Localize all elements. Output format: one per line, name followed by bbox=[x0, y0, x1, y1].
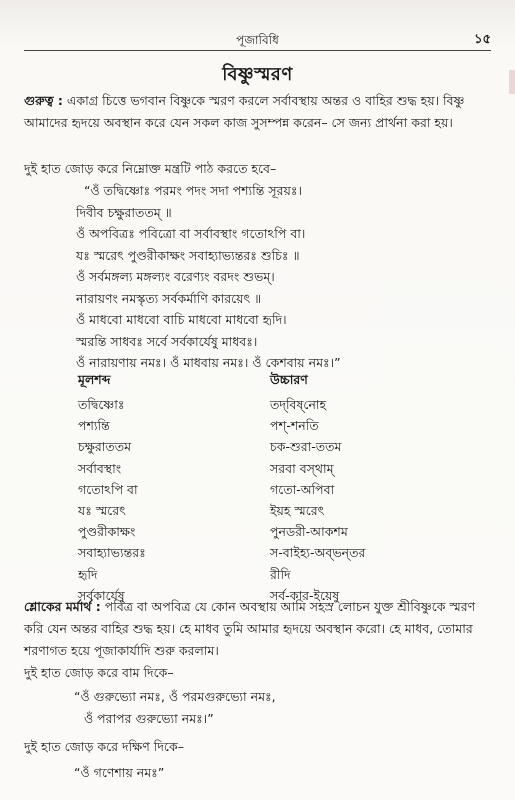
table-cell-pronunciation: পুনডরী-আকশম bbox=[270, 524, 348, 540]
mantra-line: দিবীব চক্ষুরাততম্ ॥ bbox=[76, 204, 172, 220]
table-cell-word: সর্বাবস্থাং bbox=[78, 460, 122, 476]
left-instruction: দুই হাত জোড় করে বাম দিকে– bbox=[24, 665, 174, 680]
table-cell-word: তদ্বিষ্ণোঃ bbox=[78, 397, 125, 412]
importance-paragraph bbox=[24, 90, 492, 134]
pronunciation-column bbox=[270, 394, 365, 606]
mantra-line: “ওঁ তদ্বিষ্ণোঃ পরমং পদং সদা পশ্যন্তি সূরয়ঃ। bbox=[84, 183, 302, 198]
table-cell-pronunciation: সর্ব-কার-ইয়েষু bbox=[270, 587, 340, 603]
page-number: ১৫ bbox=[474, 32, 491, 47]
mantra-instruction: দুই হাত জোড় করে নিম্নোক্ত মন্ত্রটি পাঠ করতে হবে– bbox=[24, 161, 277, 176]
table-cell-pronunciation: সরবা বস্‌থাম্‌ bbox=[270, 460, 334, 476]
table-cell-pronunciation: ইয়হ স্মরেৎ bbox=[270, 503, 325, 519]
mantra-line: ওঁ অপবিত্রঃ পবিত্রো বা সর্বাবস্থাং গতোঽপি বা। bbox=[76, 226, 306, 241]
mantra-block bbox=[76, 180, 496, 374]
importance-label: গুরুত্ব : bbox=[24, 93, 63, 108]
table-cell-word: গতোঽপি বা bbox=[78, 481, 138, 497]
table-cell-pronunciation: পশ্‌-শনতি bbox=[270, 418, 319, 434]
table-cell-word: পশ্যন্তি bbox=[78, 418, 110, 434]
ganesh-mantra-line: “ওঁ গণেশায় নমঃ” bbox=[74, 765, 165, 780]
meaning-label: শ্লোকের মর্মার্থ : bbox=[24, 599, 101, 614]
table-cell-word: হৃদি bbox=[78, 566, 98, 582]
mantra-line: ওঁ নারায়ণায় নমঃ। ওঁ মাধবায় নমঃ। ওঁ কেশবায় নমঃ।” bbox=[76, 355, 341, 370]
table-cell-word: চক্ষুরাততম bbox=[78, 439, 132, 455]
table-cell-word: সর্বকার্যেষু bbox=[78, 587, 125, 603]
table-header-pronunciation: উচ্চারণ bbox=[270, 372, 308, 387]
meaning-paragraph bbox=[24, 596, 492, 662]
mantra-line: যঃ স্মরেৎ পুণ্ডরীকাক্ষং সবাহ্যাভ্যন্তরঃ শুচিঃ ॥ bbox=[76, 247, 300, 263]
table-cell-word: পুণ্ডরীকাক্ষং bbox=[78, 524, 136, 540]
guru-mantra-block bbox=[74, 686, 494, 729]
mantra-line: ওঁ মাধবো মাধবো বাচি মাধবো মাধবো হৃদি। bbox=[76, 312, 287, 327]
importance-text: একাগ্র চিত্তে ভগবান বিষ্ণুকে স্মরণ করলে সর্বাবস্থায় অন্তর ও বাহির শুদ্ধ হয়। বিষ্ণু আমাদের হৃদয়ে অবস্থান করে যেন সকল কাজ সুসম্পন্ন করেন– সে জন্য প্রার্থনা করা হয়। bbox=[24, 93, 465, 130]
guru-mantra-line: ওঁ পরাপর গুরুভ্যো নমঃ।” bbox=[84, 710, 214, 726]
mantra-line: স্মরন্তি সাধবঃ সর্বে সর্বকার্যেষু মাধবঃ। bbox=[76, 333, 258, 349]
table-cell-pronunciation: চক-শুরা-ততম bbox=[270, 439, 342, 455]
table-cell-pronunciation: গতো-অপিবা bbox=[270, 481, 335, 497]
table-header-original: মূলশব্দ bbox=[78, 372, 111, 387]
mantra-line: ওঁ সর্বমঙ্গল্য মঙ্গল্যং বরেণ্যং বরদং শুভম্। bbox=[76, 269, 275, 284]
mantra-line: নারায়ণং নমস্কৃত্য সর্বকর্মাণি কারয়েৎ ॥ bbox=[76, 290, 262, 306]
guru-mantra-line: “ওঁ গুরুভ্যো নমঃ, ওঁ পরমগুরুভ্যো নমঃ, bbox=[74, 689, 276, 704]
page-header bbox=[24, 30, 491, 51]
meaning-text: পবিত্র বা অপবিত্র যে কোন অবস্থায় আমি সহস্র লোচন যুক্ত শ্রীবিষ্ণুকে স্মরণ করি যেন অন্তর বাহির শুদ্ধ হয়। হে মাধব তুমি আমার হৃদয়ে অবস্থান করো। হে মাধব, তোমার শরণাগত হয়ে পূজাকার্যাদি শুরু করলাম। bbox=[24, 599, 476, 658]
table-cell-pronunciation: তদ্‌বিষ্‌নোহ bbox=[270, 397, 327, 412]
table-cell-pronunciation: স-বাইহ্য-অব্‌ভন্‌তর bbox=[270, 545, 366, 561]
table-cell-word: সবাহ্যাভ্যন্তরঃ bbox=[78, 545, 146, 561]
original-words-column bbox=[78, 394, 146, 606]
table-cell-pronunciation: রীদি bbox=[270, 566, 291, 582]
right-instruction: দুই হাত জোড় করে দক্ষিণ দিকে– bbox=[24, 739, 184, 754]
ganesh-mantra-block bbox=[74, 762, 494, 784]
table-cell-word: যঃ স্মরেৎ bbox=[78, 503, 126, 519]
running-head: পূজাবিধি bbox=[236, 33, 279, 47]
section-title: বিষ্ণুস্মরণ bbox=[222, 64, 293, 85]
